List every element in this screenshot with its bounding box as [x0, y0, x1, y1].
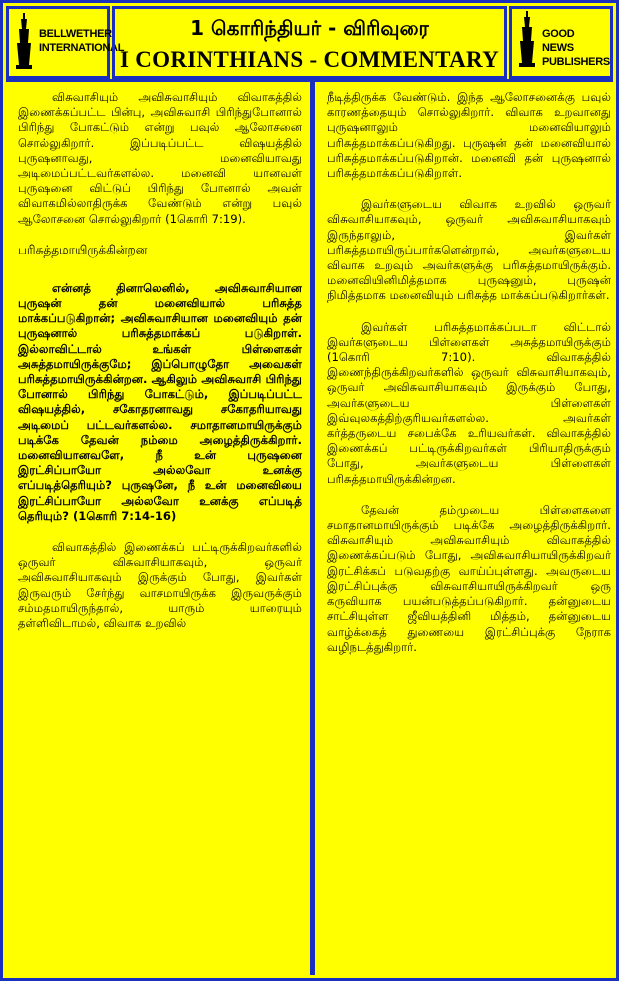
section-heading: பரிசுத்தமாயிருக்கின்றன: [18, 242, 148, 257]
scripture-quote: என்னத் தினாலெனில், அவிசுவாசியான புருஷன் தன் மனைவியால் பரிசுத்த மாக்கப்படுகிறான்; அவிசுவாசியான மனைவியும் தன் புருஷனால் பரிசுத்தமாக்கப் படுகிறாள். இல்லாவிட்டால் உங்கள் பிள்ளைகள் அசுத்தமாயிருக்குமே; இப்பொழுதோ அவைகள் பரிசுத்தமாயிருக்கின்றன. ஆகிலும் அவிசுவாசி பிரிந்து போனால் பிரிந்து போகட்டும், இப்படிப்பட்ட விஷயத்தில், சகோதரனாவது சகோதரியாவது அடிமைப் பட்டவர்களல்ல. சமாதானமாயிருக்கும் படிக்கே தேவன் நம்மை அழைத்திருக்கிறார். மனைவியானவளே, நீ உன் புருஷனை இரட்சிப்பாயோ அல்லவோ உனக்கு எப்படித்தெரியும்? புருஷனே, நீ உன் மனைவியை இரட்சிப்பாயோ அல்லவோ உனக்கு எப்படித் தெரியும்? (1கொரி 7:14-16): [18, 280, 302, 523]
page-title-tamil: 1 கொரிந்தியர் - விரிவுரை: [190, 16, 429, 40]
bellwether-logo-text: BELLWETHER INTERNATIONAL: [39, 28, 125, 54]
right-column: [315, 82, 619, 975]
right-paragraph-4: தேவன் தம்முடைய பிள்ளைகளை சமாதானமாயிருக்கும் படிக்கே அழைத்திருக்கிறார். விசுவாசியும் அவிசுவாசியும் விவாகத்தில் இணைக்கப்படும் போது, அவிசுவாசியாயிருக்கிறவர் இரட்சிக்கப் படுவதற்கு வாய்ப்புள்ளது. அவருடைய இரட்சிப்புக்கு விசுவாசியாயிருக்கிறவர் ஒரு கருவியாக பயன்படுத்தப்படுகிறார். தன்னுடைய சாட்சியுள்ள ஜீவியத்தினி மித்தம், தன்னுடைய வாழ்க்கைத் துணையை இரட்சிப்புக்கு நேராக வழிநடத்துகிறார்.: [327, 502, 611, 654]
good-news-logo-text: GOOD NEWS PUBLISHERS: [542, 28, 610, 68]
good-news-logo: [509, 6, 613, 79]
right-paragraph-2: இவர்களுடைய விவாக உறவில் ஒருவர் விசுவாசியாகவும், ஒருவர் அவிசுவாசியாகவும் இருந்தாலும், இவர்கள் பரிசுத்தமாயிருப்பார்களென்றால், அவர்களுடைய விவாக உறவும் அவர்களுக்கு பரிசுத்தமாயிருக்கும். மனைவியினிமித்தமாக புருஷனும், புருஷன் நிமித்தமாக மனைவியும் பரிசுத்த மாக்கப்படுகிறார்கள்.: [327, 197, 611, 303]
title-box: [112, 6, 507, 79]
left-paragraph-3: விவாகத்தில் இணைக்கப் பட்டிருக்கிறவர்களில் ஒருவர் விசுவாசியாகவும், ஒருவர் அவிசுவாசியாகவும் இருக்கும் போது, இவர்கள் இருவரும் சேர்ந்து வாசமாயிருக்க இருவருக்கும் சம்மதமாயிருந்தால், யாரும் யாரையும் தள்ளிவிடாமல், விவாக உறவில்: [18, 540, 302, 631]
left-column: [6, 82, 310, 975]
left-paragraph-1: விசுவாசியும் அவிசுவாசியும் விவாகத்தில் இணைக்கப்பட்ட பின்பு, அவிசுவாசி பிரிந்துபோனால் பிரிந்து போகட்டும் என்று பவுல் ஆலோசனை சொல்லுகிறார். இப்படிப்பட்ட விஷயத்தில் புருஷனாவது, மனைவியாவது அடிமைப்பட்டவர்களல்ல. மனைவி யானவள் புருஷனை விட்டுப் பிரிந்து போனால் அவள் விவாகமில்லாதிருக்க வேண்டும் என்று பவுல் ஆலோசனை சொல்லுகிறார் (1கொரி 7:19).: [18, 90, 302, 226]
right-paragraph-3: இவர்கள் பரிசுத்தமாக்கப்படா விட்டால் இவர்களுடைய பிள்ளைகள் அசுத்தமாயிருக்கும் (1கொரி 7:10). விவாகத்தில் இணைந்திருக்கிறவர்களில் ஒருவர் விசுவாசியாகவும், ஒருவர் அவிசுவாசியாகவும் இருக்கும் போது, அவர்களுடைய பிள்ளைகள் இவ்வுலகத்திற்குரியவர்களல்ல. அவர்கள் கர்த்தருடைய சபைக்கே உரியவர்கள். விவாகத்தில் இணைக்கப் பட்டிருக்கிறவர்கள் பிரியாதிருக்கும் போது, அவர்களுடைய பிள்ளைகள் பரிசுத்தமாயிருக்கின்றன.: [327, 319, 611, 486]
header: [6, 6, 613, 82]
bellwether-logo: [6, 6, 125, 79]
page-title-english: I CORINTHIANS - COMMENTARY: [119, 47, 500, 72]
right-paragraph-1: நீடித்திருக்க வேண்டும். இந்த ஆலோசனைக்கு பவுல் காரணத்தையும் சொல்லுகிறார். விவாக உறவானது புருஷனாலும் மனைவியாலும் பரிசுத்தமாக்கப்படுகிறது. புருஷன் தன் மனைவியால் பரிசுத்தமாக்கப்படுகிறான். மனைவி தன் புருஷனால் பரிசுத்தமாக்கப்படுகிறாள்.: [327, 90, 611, 181]
